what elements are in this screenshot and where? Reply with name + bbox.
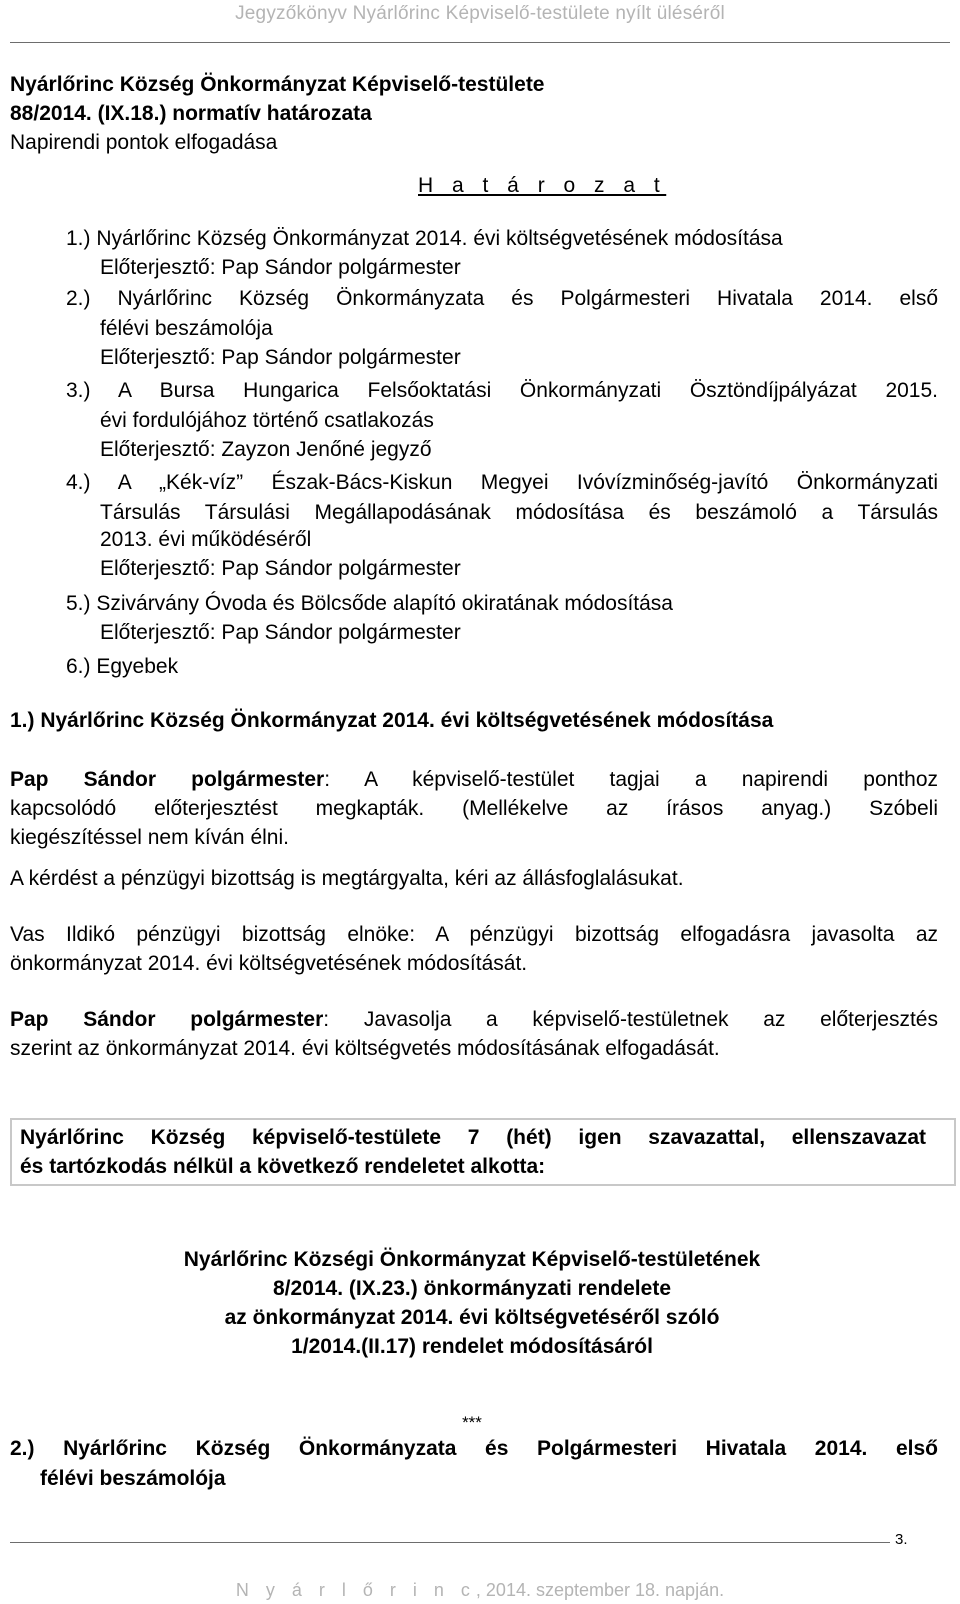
agenda-item-4-presenter: Előterjesztő: Pap Sándor polgármester <box>100 557 461 580</box>
section-1-paragraph-1-line-2: kapcsolódó előterjesztést megkapták. (Mellékelve az írásos anyag.) Szóbeli <box>10 797 938 820</box>
ordinance-line-3: az önkormányzat 2014. évi költségvetéséről szóló <box>224 1306 720 1329</box>
agenda-item-4-title-cont2: 2013. évi működéséről <box>100 528 312 551</box>
resolution-heading: H a t á r o z a t <box>418 174 667 197</box>
decision-line-2: és tartózkodás nélkül a következő rendeletet alkotta: <box>20 1155 546 1178</box>
section-1-paragraph-3-line-2: önkormányzat 2014. évi költségvetésének módosítását. <box>10 952 528 975</box>
agenda-item-1-title: 1.) Nyárlőrinc Község Önkormányzat 2014. évi költségvetésének módosítása <box>66 227 783 250</box>
ordinance-line-2: 8/2014. (IX.23.) önkormányzati rendelete <box>273 1277 671 1300</box>
header-title: Jegyzőkönyv Nyárlőrinc Képviselő-testülete nyílt üléséről <box>235 3 725 24</box>
speaker-name: Pap Sándor polgármester <box>10 1008 324 1031</box>
paragraph-text: : Javasolja a képviselő-testületnek az előterjesztés <box>323 1008 938 1031</box>
section-1-paragraph-1-line-1 <box>10 767 938 793</box>
agenda-item-5-presenter: Előterjesztő: Pap Sándor polgármester <box>100 621 461 644</box>
speaker-name: Pap Sándor polgármester <box>10 768 325 791</box>
agenda-item-1-presenter: Előterjesztő: Pap Sándor polgármester <box>100 256 461 279</box>
agenda-item-4-title: 4.) A „Kék-víz” Észak-Bács-Kiskun Megyei Ivóvízminőség-javító Önkormányzati <box>66 471 938 494</box>
resolution-issuer: Nyárlőrinc Község Önkormányzat Képviselő-testülete <box>10 73 545 96</box>
footer-place: N y á r l ő r i n c <box>235 1580 476 1600</box>
agenda-item-3-title-cont: évi fordulójához történő csatlakozás <box>100 409 434 432</box>
section-1-paragraph-4-line-2: szerint az önkormányzat 2014. évi költségvetés módosításának elfogadását. <box>10 1037 720 1060</box>
decision-line-1: Nyárlőrinc Község képviselő-testülete 7 (hét) igen szavazattal, ellenszavazat <box>20 1126 926 1149</box>
agenda-item-2-title: 2.) Nyárlőrinc Község Önkormányzata és Polgármesteri Hivatala 2014. első <box>66 287 938 310</box>
page-number: 3. <box>895 1531 908 1548</box>
agenda-item-3-title: 3.) A Bursa Hungarica Felsőoktatási Önkormányzati Ösztöndíjpályázat 2015. <box>66 379 938 402</box>
resolution-subject: Napirendi pontok elfogadása <box>10 131 278 154</box>
section-1-paragraph-2: A kérdést a pénzügyi bizottság is megtárgyalta, kéri az állásfoglalásukat. <box>10 867 684 890</box>
page-footer <box>0 1580 960 1601</box>
agenda-item-2-presenter: Előterjesztő: Pap Sándor polgármester <box>100 346 461 369</box>
agenda-item-5-title: 5.) Szivárvány Óvoda és Bölcsőde alapító okiratának módosítása <box>66 592 673 615</box>
separator: *** <box>462 1413 482 1432</box>
header-rule <box>10 42 950 43</box>
resolution-number: 88/2014. (IX.18.) normatív határozata <box>10 102 372 125</box>
section-1-paragraph-3-line-1: Vas Ildikó pénzügyi bizottság elnöke: A pénzügyi bizottság elfogadásra javasolta az <box>10 923 938 946</box>
ordinance-line-4: 1/2014.(II.17) rendelet módosításáról <box>291 1335 653 1358</box>
section-2-heading-cont: félévi beszámolója <box>40 1467 226 1490</box>
agenda-item-3-presenter: Előterjesztő: Zayzon Jenőné jegyző <box>100 438 432 461</box>
section-1-paragraph-4-line-1 <box>10 1007 938 1033</box>
section-1-paragraph-1-line-3: kiegészítéssel nem kíván élni. <box>10 826 289 849</box>
ordinance-line-1: Nyárlőrinc Községi Önkormányzat Képviselő-testületének <box>183 1248 761 1271</box>
agenda-item-4-title-cont: Társulás Társulási Megállapodásának módosítása és beszámoló a Társulás <box>100 501 938 524</box>
agenda-item-6-title: 6.) Egyebek <box>66 655 179 678</box>
footer-rule <box>10 1542 890 1543</box>
page-header <box>0 0 960 40</box>
paragraph-text: : A képviselő-testület tagjai a napirendi ponthoz <box>324 768 938 791</box>
agenda-item-2-title-cont: félévi beszámolója <box>100 317 273 340</box>
footer-date: , 2014. szeptember 18. napján. <box>475 1580 725 1600</box>
section-1-heading: 1.) Nyárlőrinc Község Önkormányzat 2014. évi költségvetésének módosítása <box>10 709 774 732</box>
section-2-heading: 2.) Nyárlőrinc Község Önkormányzata és Polgármesteri Hivatala 2014. első <box>10 1437 938 1460</box>
